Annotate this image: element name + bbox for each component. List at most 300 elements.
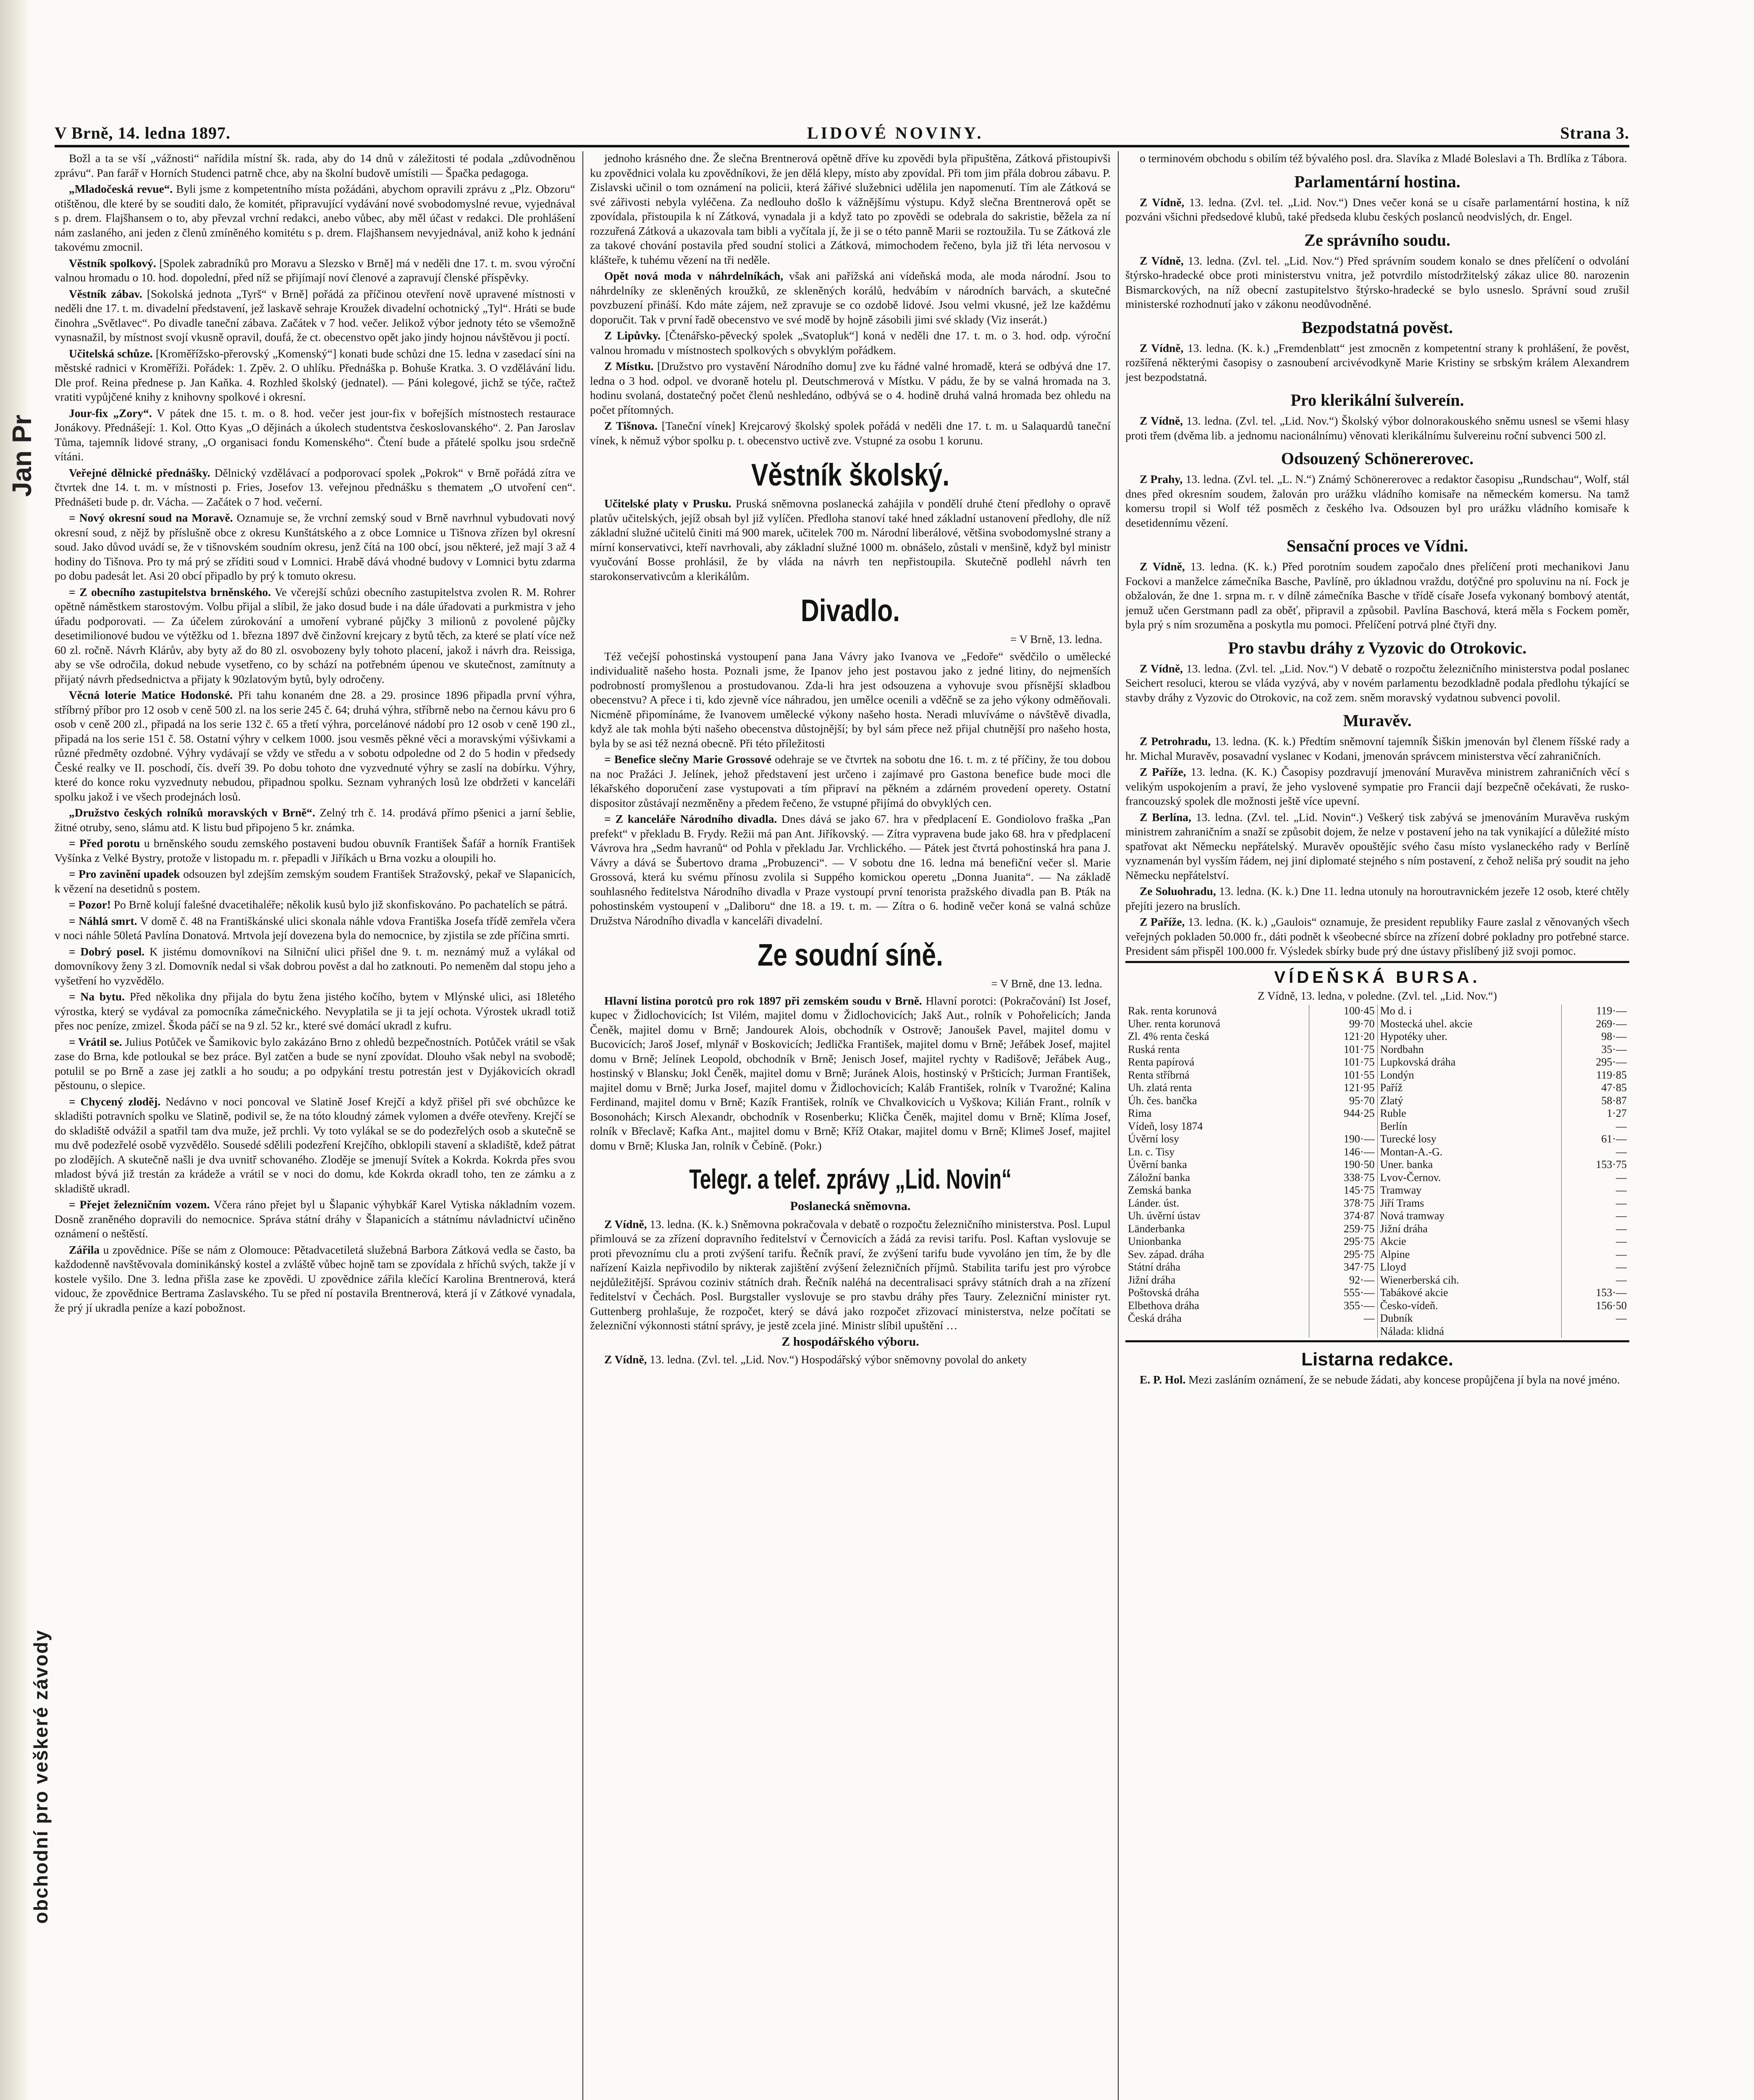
table-cell: Tramway [1377,1184,1561,1197]
table-cell: Lvov-Černov. [1377,1171,1561,1184]
table-cell: — [1616,1145,1627,1158]
table-cell: Ln. c. Tisy [1125,1146,1309,1159]
news-headline: Pro stavbu dráhy z Vyzovic do Otrokovic. [1228,638,1527,657]
article-heading: Veřejné dělnické přednášky. [69,466,210,479]
table-cell: Česko-vídeň. [1377,1299,1561,1312]
table-cell: Záložní banka [1125,1171,1309,1184]
article-heading: = Z kanceláře Národního divadla. [604,813,777,825]
table-cell: 100·45 [1309,1005,1377,1018]
article-text: odehraje se ve čtvrtek na sobotu dne 16. t. m. z té příčiny, že tou dobou na noc Pražáci J. Jelínek, jehož představení jest určeno i zajímavé pro Gastona benefice bude moci dle lékařského doporučení zase vystupovati a tím připraví na pěkném a zdárném provedení operety. Ostatní dispositor zůstávají nezměněny a předem řečeno, že vstupné přijímá do obvyklých cen. [590,753,1111,809]
table-cell: 99·70 [1309,1018,1377,1031]
table-cell: Lloyd [1377,1261,1561,1274]
article-paragraph [590,649,1111,751]
header-rule [55,145,1629,147]
article-text: Ve včerejší schůzi obecního zastupitelstva zvolen R. M. Rohrer opětně náměstkem starostovým. Volbu přijal a slíbil, že jako dosud bude i na dále úřadovati a purkmistra v jeho úřadu podporovati. — Za účelem zúrokování a umoření vybrané půjčky 3 milionů z povolené půjčky desetimilionové budou ve výtěžku od 1. března 1897 dvě činžovní krejcary z bytů těch, za které se platí více než 60 zl. ročně. Návrh Klárův, aby byty až do 80 zl. osvobozeny byly tohoto placení, jakož i návrh dra. Reissiga, aby se vše odročila, dokud nebude vysetřeno, co by schází na potřebném úpenou ve skutečnost, zamítnuty a přijatý návrh předsednictva a přijaty k 90zlatovým bytů, byly odročeny. [55,585,575,685]
article-paragraph [55,406,575,464]
article-text: 13. ledna. (K. k.) Před porotním soudem započalo dnes přelíčení proti mechanikovi Janu Fockovi a manželce zámečníka Basche, Pavlíně, pro úkladnou vraždu, dotýčné pro spoluvinu na ní. Fock je obžalován, že dne 1. srpna m. r. v dílně zámečníka Basche v třídě císaře Josefa vykonaný bombový atentát, jemuž učen Gerstmann padl za oběť, připravil a způsobil. Pavlína Baschová, která měla s Fockem poměr, byla prý s ním srozuměna a poskytla mu pomoci. Přelíčení potrvá plné čtyři dny. [1125,560,1629,631]
table-cell: 378·75 [1309,1197,1377,1210]
table-cell: 146·— [1309,1146,1377,1159]
article-paragraph [590,359,1111,417]
section-rule [1125,1340,1629,1342]
table-cell [1309,1120,1377,1133]
article-paragraph [55,836,575,865]
table-cell: — [1309,1312,1377,1325]
article-paragraph [55,346,575,404]
article-text: 13. ledna. (K. K.) Časopisy pozdravují jmenování Muravěva ministrem zahraničních věcí s velikým uspokojením a praví, že jeho vyslovené sympatie pro Francii dají bezpečně očekávati, že rusko-francouzský spolek dle možnosti ještě více upevní. [1125,766,1629,807]
article-text: 13. ledna. (K. k.) Sněmovna pokračovala v debatě o rozpočtu železničního ministerstva. Posl. Lupul přimlouvá se za zřízení dopravního ředitelství v Černovicích a žádá za revisi tarifu. Posl. Kaftan vyslovuje se proti převoznímu clu a proti zvýšení tarifu. Řečník praví, že zvýšení tarifu bude vyvoláno jen tím, že by dle nařízení Kaizla nepřivodilo by nikterak zajištění zvýšení železničních příjmů. Stabilita tarifu jest pro výrobce nejdůležitější. Správou coziniv státních drah. Řečník naléhá na decentralisaci správy státních drah a na zřízení ředitelství v Čechách. Posl. Burgstaller vyslovuje se pro stavbu dráhy přes Taury. Zelezniční minister ryt. Guttenberg prohlašuje, že rozpočet, který se dává jako rozpočet zřizovací ministerstva, nelze počítati se železniční výkonnosti státní správy, je jestě zcela jiné. Ministr slíbil upuštění … [590,1218,1111,1332]
article-paragraph [55,182,575,255]
table-cell: Jižní dráha [1377,1223,1561,1236]
article-paragraph [55,990,575,1033]
table-row [1125,1082,1629,1095]
article-text: V pátek dne 15. t. m. o 8. hod. večer jest jour-fix v bořejších místnostech restaurace Jonákovy. Přednášejí: 1. Kol. Otto Kyas „O dějinách a úkolech studentstva českoslovanského“. 2. Pan Jaroslav Tůma, tajemník lidové strany, „O organisaci fondu Komenského“. Čtení bude a přátelé spolku jsou srdečně vítáni. [55,407,575,463]
table-row [1125,1120,1629,1133]
article-paragraph [55,585,575,687]
article-text: 13. ledna. (Zvl. tel. „Lid. Nov.“) Školský výbor dolnorakouského sněmu usnesl se všemi hlasy proti třem (dvěma lib. a jednomu nacionálnímu) věnovati klerikálnímu šulvereinu roční subvenci 500 zl. [1125,415,1629,442]
table-cell: 121·95 [1309,1082,1377,1095]
article-paragraph [590,994,1111,1153]
table-cell: Ruská renta [1125,1043,1309,1056]
article-paragraph [55,1035,575,1093]
table-cell: Rima [1125,1107,1309,1120]
table-cell: — [1616,1235,1627,1247]
table-row [1125,1107,1629,1120]
dateline: = V Brně, dne 13. ledna. [991,977,1102,990]
table-cell: Úvěrní losy [1125,1133,1309,1146]
table-cell: 295·— [1596,1056,1627,1068]
table-cell: 121·20 [1309,1030,1377,1043]
article-heading: E. P. Hol. [1140,1373,1186,1386]
article-paragraph [1125,765,1629,808]
table-cell [1309,1325,1377,1338]
table-cell: Mo d. i [1377,1005,1561,1018]
article-paragraph [55,945,575,988]
article-paragraph [55,511,575,583]
article-heading: Z Petrohradu, [1140,735,1211,748]
article-heading: Z Prahy, [1140,473,1183,486]
article-heading: = Pro zavinění upadek [69,868,180,880]
column-2 [590,151,1111,2100]
article-text: [Spolek zabradníků pro Moravu a Slezsko v Brně] má v neděli dne 17. t. m. svou výroční valnou hromadu o 10. hod. dopolední, před níž se přijímají noví členové a zapravují členské příspěvky. [55,257,575,284]
column-rule-1 [582,151,583,2100]
article-heading: Jour-fix „Zory“. [69,407,152,420]
article-text: Mezi zasláním oznámení, že se nebude žádati, aby koncese propůjčena jí byla na nové jméno. [1188,1373,1620,1386]
article-paragraph [590,496,1111,583]
table-cell: Renta stříbrná [1125,1069,1309,1082]
header-page-number: Strana 3. [1560,123,1629,142]
article-heading: Opět nová moda v náhrdelníkách, [604,270,784,282]
table-cell: 374·87 [1309,1210,1377,1223]
table-cell: 101·75 [1309,1056,1377,1069]
table-cell: — [1616,1171,1627,1184]
table-cell: 295·75 [1309,1248,1377,1261]
article-paragraph [1125,414,1629,443]
table-cell: Mostecká uhel. akcie [1377,1018,1561,1031]
table-row [1125,1158,1629,1171]
article-text: Před několika dny přijala do bytu žena jistého kočího, bytem v Mlýnské ulici, asi 18letého výrostka, který se vydával za pomocníka zámečnického. Nevyplatila se ji ta její ochota. Výrostek ukradl totiž přes noc peníze, zmizel. Škoda páčí se na 9 zl. 52 kr., které své domácí ukradl z kufru. [55,990,575,1032]
article-text: 13. ledna. (Zvl. tel. „L. N.“) Známý Schönererovec a redaktor časopisu „Rundschau“, Wolf, stál dnes před okresním soudem, žalován pro urážku vládního komisaře na německém komersu. Na tamž komersu tropil si Wolf též posměch z českého lva. Odsouzen byl pro urážku vládního komisaře k desetidennímu vězení. [1125,473,1629,529]
stock-exchange-subtitle: Z Vídně, 13. ledna, v poledne. (Zvl. tel. „Lid. Nov.“) [1258,989,1497,1002]
article-paragraph [590,151,1111,267]
table-cell: Uher. renta korunová [1125,1018,1309,1031]
page-header [55,113,1629,143]
table-cell [1125,1325,1309,1338]
article-paragraph [1125,559,1629,632]
stock-exchange-title: VÍDEŇSKÁ BURSA. [1274,968,1481,987]
article-text: Dnes dává se jako 67. hra v předplacení E. Gondiolovo fraška „Pan prefekt“ v překladu B. Frydy. Režii má pan Ant. Jiříkovský. — Zítra vypravena bude jako 68. hra v předplacení Vávrova hra „Sedm havranů“ od Pohla v překladu Jar. Vrchlického. — Pátek jest čtvrtá pohostinská hra pana J. Vávry a dává se Šubertovo drama „Probuzenci“. — V sobotu dne 16. ledna má benefiční večer sl. Marie Grossová, která ku svému přínosu zvolila si Suppého komickou operetu „Donna Juanita“. — Na základě souhlasného ředitelstva Národního divadla v Praze vystoupí první tenorista pražského divadla pan B. Pták na pohostinském vystoupení v „Daliboru“ dne 18. a 19. t. m. — Zítra o 6. hodině večer koná se valná schůze Družstva Národního divadla v kanceláři divadelní. [590,813,1111,927]
table-cell: 156·50 [1596,1299,1627,1312]
article-text: Oznamuje se, že vrchní zemský soud v Brně navrhnul vybudovati nový okresní soud, z nějž by příslušně obce z okresu Kunštátského a z obce Lomnice u Tišnova zřízen byl okresní soud. Jako důvod uvádí se, že v tišnovském soudním okresu, jenž čítá na 100 obcí, jsou některé, jež mají 3 až 4 hodiny do Tišnova. Pro ty má prý se zříditi soud v Lomnici. Hrabě dává vhodné budovy v Lomnici bytu zdarma po dobu padesát let. Asi 20 obcí připadlo by prý k tomuto okresu. [55,512,575,582]
article-paragraph [1125,1373,1629,1387]
table-cell: Zlatý [1377,1095,1561,1108]
column-1 [55,151,575,2100]
table-cell: 295·75 [1309,1235,1377,1248]
table-cell: 153·— [1596,1286,1627,1299]
article-text: Zelný trh č. 14. prodává přímo pšenici a jarní šeblie, žitné otruby, seno, slámu atd. K listu bud připojeno 5 kr. známka. [55,806,575,834]
column-3 [1125,151,1629,2100]
article-text: 13. ledna. (K. k.) „Gaulois“ oznamuje, že president republiky Faure zaslal z věnovaných všech veřejných pokladen 50.000 fr., dáti podnět k všeobecné sbírce na zřízení dobré pokladny pro potřebné starce. President sám přispěl 100.000 fr. Výsledek sbírky bude prý dne ústavy přislíbený již svoji pomoc. [1125,916,1629,957]
table-cell: Nová tramway [1377,1210,1561,1223]
article-text: u zpovědnice. Píše se nám z Olomouce: Pětadvacetiletá služebná Barbora Zátková vedla se často, ba každodenně navštěvovala dominikánský kostel a zvláště vůbec hojně tam se zpovídala z hříchů svých, takže jí v kostele vyšilo. Dne 3. ledna přišla zase ke zpovědi. U zpovědnice zářila klečící Karolina Brentnerová, která vidouc, že zpovědnice Bertrama Zaslavského. Tu se před ní postavila Brentnerová, která jí v Zátkové vynadala, že prý jí ukradla peníze a kazí pobožnost. [55,1243,575,1314]
table-row [1125,1223,1629,1236]
table-cell: 92·— [1309,1274,1377,1287]
table-row [1125,1005,1629,1018]
table-cell: Nordbahn [1377,1043,1561,1056]
table-cell: 190·50 [1309,1158,1377,1171]
article-paragraph [55,867,575,896]
table-cell: — [1616,1120,1627,1132]
section-subtitle: Z hospodářského výboru. [781,1334,919,1349]
table-cell: 1·27 [1607,1107,1627,1119]
table-row [1125,1030,1629,1043]
column-rule-2 [1118,151,1119,2100]
dateline: = V Brně, 13. ledna. [1010,633,1102,646]
article-text: Dělnický vzdělávací a podporovací spolek „Pokrok“ v Brně pořádá zítra ve čtvrtek dne 14. t. m. v místnosti p. Fries, Josefov 13. veřejnou přednášku s thematem „O utvoření cen“. Přednášeti bude p. dr. Vácha. — Začátek o 7 hod. večerní. [55,466,575,508]
article-text: 13. ledna. (K. k.) Předtím sněmovní tajemník Šiškin jmenován byl členem říšské rady a hr. Michal Muravěv, posavadní vyslanec v Kodani, jmenován správcem ministerstva věcí zahraničních. [1125,735,1629,762]
article-text: Nedávno v noci poncoval ve Slatině Josef Krejčí a když přišel při své obchůzce ke skladišti potravních spolku ve Slatině, podivil se, že na tóto kloudný zámek vylomen a dvéře otevřeny. Krejčí se do skladiště odvážil a spatřil tam dva muže, jež prchli. Vy toto vylákal se se do podezřelých osob a skutečně se mu dvě podezřelé osobě vyzvědělo. Sousedé sdělili podezření Krejčího, obklopili stavení a skladiště, kdež pátrat po zlodějích. A skutečně našli je dva uvnitř schovaného. Zloděje se jmenují Svítek a Kokrda. Kokrda přes svou mladost bývá již trestán za krádeže a vrátil se v noci do domu, kde Kokrda okradl toho, ten ze zámku a z skladiště ukradl. [55,1095,575,1195]
news-headline: Bezpodstatná pověst. [1301,318,1453,337]
article-paragraph [1125,884,1629,913]
article-paragraph [590,752,1111,810]
table-cell: Montan-A.-G. [1377,1146,1561,1159]
binding-margin [0,0,52,2100]
table-cell: Hypotéky uher. [1377,1030,1561,1043]
spine-advert-text: obchodní pro veškeré závody [30,1629,52,1924]
article-text: 13. ledna. (Zvl. tel. „Lid. Nov.“) V debatě o rozpočtu železničního ministerstva podal poslanec Seichert resoluci, kterou se vláda vyzývá, aby v novém parlamentu bezodkladně podala předlohu týkající se stavby dráhy z Vyzovic do Otrokovic, na což zem. sněm moravský vydatnou subvenci povolil. [1125,662,1629,704]
article-text: [Sokolská jednota „Tyrš“ v Brně] pořádá za příčinou otevření nově upravené místnosti v neděli dne 17. t. m. divadelní představení, jež laskavě sehraje Kroužek divadelní ochotnický „Tyl“. Hráti se bude činohra „Světlavec“. Po divadle taneční zábava. Začátek v 7 hod. večer. Jelikož výbor jednoty této se všemožně vynasnažil, by místnost svojí vkusně opravil, doufá, že ct. obecenstvo opět jako jindy hojnou návštěvou ji poctí. [55,287,575,344]
article-heading: Věstník spolkový. [69,257,156,270]
article-paragraph [590,1352,1111,1367]
table-cell: Úh. čes. bančka [1125,1095,1309,1108]
table-cell: 119·— [1596,1005,1627,1017]
table-cell: Wienerberská cih. [1377,1274,1561,1287]
article-heading: = Vrátil se. [69,1035,122,1048]
article-text: Julius Potůček ve Šamikovic bylo zakázáno Brno z ohledů bezpečnostních. Potůček vrátil se však zase do Brna, kde potloukal se bez práce. Byl zatčen a bude se nyní zpovídat. Dlouho však nebyl na svobodě; potulil se po Brně a zase jej zatkli a ho soudu; a po odpykání trestu potrestán jest v Dyjákovicích okradl pěstounu, o slepice. [55,1035,575,1092]
table-cell: Uh. úvěrní ústav [1125,1210,1309,1223]
table-cell: 101·75 [1309,1043,1377,1056]
article-heading: = Náhlá smrt. [69,914,137,927]
article-heading: Z Tišnova. [604,420,658,432]
article-text: však ani pařížská ani vídeňská moda, ale moda národní. Jsou to náhrdelníky ze skleněných kroužků, ze skleněných korálů, hedvábím v národních barvách, a skutečné povzbuzení přináší. Kdo máte zájem, než zpravuje se co ozdobě lidové. Jsou velmi vkusné, jež lze každému doporučit. Tak v první řadě obecenstvo ve své modě by hojně zásobili jimi své sklady (Viz inserát.) [590,270,1111,326]
article-text: Též večejší pohostinská vystoupení pana Jana Vávry jako Ivanova ve „Fedoře“ svědčilo o umělecké individualitě našeho hosta. Poznali jsme, že Ipanov jeho jest postavou jako z jedné litiny, do nejmenších podrobností promyšlenou a prostudovanou. Zda-li hra jest odsouzena a vyhovuje svou přísnější skladbou obecenstvu? A přece i ti, kdo zjevně více náhradou, jen umělce ocenili a vděčně se za jeho výkony odměňovali. Nicméně připomínáme, že Ivanovem umělecké výkony našeho hosta. Neradi mluvíváme o návštěvě divadla, když ale tak mohla býti našeho obecenstva důstojnější; by byl sám přece než přijal chutnější pro našeho hosta, byla by se asi též nezná obecně. Při této příležitosti [590,650,1111,750]
table-row [1125,1018,1629,1031]
table-cell: — [1616,1312,1627,1324]
article-heading: Učitelská schůze. [69,347,153,360]
article-heading: = Na bytu. [69,990,125,1003]
article-paragraph [1125,195,1629,224]
article-paragraph [590,328,1111,357]
table-row [1125,1056,1629,1069]
table-cell: Lánder. úst. [1125,1197,1309,1210]
table-cell: Uh. zlatá renta [1125,1082,1309,1095]
table-row [1125,1069,1629,1082]
table-cell: — [1616,1273,1627,1286]
article-text: Byli jsme z kompetentního místa požádáni, abychom opravili zprávu z „Plz. Obzoru“ otištěnou, dle které by se souditi dalo, že komitét, připravující vydávání nové svobodomyslné revue, vyjednával s p. drem. Flajšhansem o to, aby převzal vrchní redakci, anebo vůbec, aby měl účast v redakci. Dle prohlášení nám zaslaného, ani jeden z členů zmíněného komitétu s p. drem. Flajšhansem nevyjednával, aniž koho k jednání takovému zmocnil. [55,183,575,253]
article-heading: Z Vídně, [1140,254,1184,267]
article-text: [Družstvo pro vystavění Národního domu] zve ku řádné valné hromadě, která se odbývá dne 17. ledna o 3 hod. odpol. ve dvoraně hotelu pl. Deutschmerová v Místku. V pádu, že by se valná hromada na 3. hodinu svolaná, dostatečný počet členů neshledáno, odbývá se o 4. hodině druhá valná hromada bez ohledu na počet přítomných. [590,360,1111,416]
table-cell: 61·— [1601,1133,1627,1145]
table-cell: Česká dráha [1125,1312,1309,1325]
article-paragraph [55,1197,575,1241]
table-row [1125,1146,1629,1159]
table-cell: 119·85 [1596,1068,1627,1081]
article-text: 13. ledna. (Zvl. tel. „Lid. Nov.“) Před správním soudem konalo se dnes přelíčení o odvolání štýrsko-hradecké obce proti ministerstvu vnitra, jež potvrdilo místodržitelský zákaz ulice 80. narozenin Bismarckových, na níž obecní zastupitelstvo štýrsko-hradecké se bylo usneslo. Správní soud zrušil ministerské rozhodnutí jako v zákonu neodůvodněné. [1125,254,1629,310]
article-text: o terminovém obchodu s obilím též bývalého posl. dra. Slavíka z Mladé Boleslavi a Th. Brdlíka z Tábora. [1140,152,1627,165]
table-cell: Lupkovská dráha [1377,1056,1561,1069]
table-cell: Zemská banka [1125,1184,1309,1197]
article-paragraph [55,1095,575,1196]
table-row [1125,1184,1629,1197]
table-cell: Poštovská dráha [1125,1286,1309,1299]
table-row [1125,1325,1629,1338]
table-cell: Zl. 4% renta česká [1125,1030,1309,1043]
table-cell: 101·55 [1309,1069,1377,1082]
table-row [1125,1133,1629,1146]
table-row [1125,1095,1629,1108]
article-heading: Hlavní listina porotců pro rok 1897 při zemském soudu v Brně. [604,994,922,1007]
table-cell: 269·— [1596,1017,1627,1030]
table-cell: Úvěrní banka [1125,1158,1309,1171]
table-cell: Tabákové akcie [1377,1286,1561,1299]
table-cell: 338·75 [1309,1171,1377,1184]
article-paragraph [1125,810,1629,883]
table-cell: Länderbanka [1125,1223,1309,1236]
article-paragraph [55,806,575,835]
table-row [1125,1286,1629,1299]
article-text: 13. ledna. (Zvl. tel. „Lid. Novin“.) Veškerý tisk zabývá se jmenováním Muravěva ruským ministrem zahraničním a snaží se způsobit dojem, že nelze v postavení jeho na tak vynikající a důležité místo spatřovat akt Německu nepřátelský. Muravěv opouštějíc svého času místo vyslaneckého rady v Berlíně vyznamenán byl vysším řádem, nej jiní diplomaté stejného s ním postavení, z čehož neliša prý soudit na jeho Německu nepřátelství. [1125,811,1629,882]
article-heading: Z Vídně, [1140,196,1185,209]
article-text: Včera ráno přejet byl u Šlapanic výhybkář Karel Vytiska nákladním vozem. Dosně zraněného dopravili do nemocnice. Správa státní dráhy v Šlapanicích a státnímu návladnictví učiněno oznámení o neštěstí. [55,1198,575,1240]
table-row [1125,1197,1629,1210]
table-row [1125,1312,1629,1325]
article-heading: „Družstvo českých rolníků moravských v Brně“. [69,806,315,819]
article-heading: Učitelské platy v Prusku. [604,497,731,510]
spine-advert-title: Jan Pr [7,415,37,497]
table-cell: Alpine [1377,1248,1561,1261]
article-paragraph [1125,915,1629,958]
article-paragraph [55,688,575,804]
stock-exchange-table [1125,1005,1629,1338]
table-cell: Akcie [1377,1235,1561,1248]
table-row [1125,1043,1629,1056]
article-paragraph [1125,151,1629,166]
article-text: Hlavní porotci: (Pokračování) Ist Josef, kupec v Židlochovicích; Ist Vilém, majitel domu v Židlochovicích; Jakš Aut., rolník v Pohořelicích; Janda Čeněk, majitel domu v Brně; Jandourek Alois, obchodník v Ostrově; Janoušek Pavel, majitel domu v Bucovicích; Jaroš Josef, mlynář v Boskovicích; Jedlička František, majitel domu v Brně; Jeřábek Josef, majitel domu v Brně; Jelínek Leopold, obchodník v Brně; Jenisch Josef, majitel rychty v Radišově; Jeřábek Aug., hostinský v Blansku; Jokl Čeněk, majitel domu v Brně; Juránek Alois, hostinský v Pršticích; Jurman František, majitel domu v Brně; Jurka Josef, majitel domu v Židlochovicích; Kaláb František, rolník v Tvarožné; Kalina Ferdinand, majitel domu v Brně; Kazík František, rolník ve Chvalkovicích u Vyškova; Kilián Frant., rolník v Bosonohách; Kirsch Alexandr, obchodník v Rosenberku; Klička Čeněk, majitel domu v Brně; Klíma Josef, rolník v Břeclavě; Kafka Ant., majitel domu v Brně; Kříž Otakar, majitel domu v Brně; Klimeš Josef, majitel domu v Brně; Kluska Jan, rolník v Čebíně. (Pokr.) [590,994,1111,1152]
article-text: [Čtenářsko-pěvecký spolek „Svatopluk“] koná v neděli dne 17. t. m. o 3. hod. odp. výroční valnou hromadu v místnostech spolkových s obvyklým pořádkem. [590,329,1111,357]
table-cell: Elbethova dráha [1125,1299,1309,1312]
article-heading: = Z obecního zastupitelstva brněnského. [69,585,271,598]
article-text: Při tahu konaném dne 28. a 29. prosince 1896 připadla první výhra, stříbrný příbor pro 12 osob v ceně 500 zl. na los serie 245 č. 64; druhá výhra, stříbrně nebo na černou kávu pro 6 osob v ceně 200 zl., připadá na los serie 132 č. 65 a třetí výhra, porcelánové nádobí pro 12 osob v ceně 190 zl., připadá na los serie 151 č. 58. Ostatní výhry v celkem 1000. jsou vesměs pěkné věci a moravskými výšivkami a různé předměty ozdobné. Výhry vydávají se vždy ve středu a v sobotu odpoledne od 2 do 5 hodin v předsedy České realky ve II. poschodí, čís. dveří 39. Po dobu tohoto dne vyzvednuté výhry se zaslí na dobírku. Výhry, které do konce roku vyzvednuty nebudou, připadnou spolku. Seznam vyhraných losů lze obdržeti v kanceláři spolku jakož i ve všech prodejnách losů. [55,689,575,803]
table-cell: Jižní dráha [1125,1274,1309,1287]
section-title: Věstník školský. [751,457,950,492]
article-text: 13. ledna. (K. k.) „Fremdenblatt“ jest zmocněn z kompetentní strany k prohlášení, že pověst, rozšířená některými časopisy o zasnoubení arcivévodkyně Marie Kristiny se srbským králem Alexandrem jest bezpodstatná. [1125,341,1629,383]
table-cell: Sev. západ. dráha [1125,1248,1309,1261]
article-paragraph [590,269,1111,327]
table-cell: 153·75 [1596,1158,1627,1171]
table-row [1125,1171,1629,1184]
news-headline: Muravěv. [1343,711,1412,730]
article-text: K jistému domovníkovi na Silniční ulici přišel dne 9. t. m. neznámý muž a vylákal od domovníkovy ženy 3 zl. Domovník nedal si však dobrou pověst a dal ho zatknouti. Po nemeněm dal stopu jeho a vyšetření ho vyzvědělo. [55,945,575,987]
article-paragraph [55,466,575,509]
table-cell: Renta papírová [1125,1056,1309,1069]
article-text: u brněnského soudu zemského postaveni budou obuvník František Šafář a horník František Vyšínka z Velké Bystry, protože v listopadu m. r. přepadli v Jiříkách u Brna vozku a oloupili ho. [55,837,575,864]
article-heading: Ze Soluohradu, [1140,885,1216,898]
table-cell: Vídeň, losy 1874 [1125,1120,1309,1133]
table-cell: — [1616,1261,1627,1273]
article-heading: = Pozor! [69,898,111,911]
table-cell: Unionbanka [1125,1235,1309,1248]
article-text: odsouzen byl zdejším zemským soudem František Stražovský, pekař ve Slapanicích, k vězení na desetidnů s postem. [55,868,575,895]
table-cell [1561,1325,1629,1338]
table-cell: 190·— [1309,1133,1377,1146]
table-cell: 47·85 [1601,1082,1627,1094]
table-cell: Státní dráha [1125,1261,1309,1274]
article-text: Božl a ta se vší „vážnosti“ nařídila místní šk. rada, aby do 14 dnů v záležitosti té podala „zdůvodněnou zprávu“. Pan farář v Horních Studenci patrně chce, aby na školní budově umístili — Špačka pedagoga. [55,152,575,179]
news-headline: Pro klerikální šulvereín. [1290,391,1464,410]
table-cell: 35·— [1601,1043,1627,1055]
article-paragraph [1125,472,1629,530]
table-cell: Dubník [1377,1312,1561,1325]
article-heading: Věstník zábav. [69,287,142,300]
stock-exchange-box [1125,968,1629,1338]
table-row [1125,1274,1629,1287]
table-cell: — [1616,1222,1627,1235]
article-paragraph [55,287,575,345]
section-rule [1125,961,1629,963]
news-headline: Sensační proces ve Vídni. [1287,536,1468,555]
article-heading: Věcná loterie Matice Hodonské. [69,689,233,701]
article-paragraph [55,151,575,180]
table-row [1125,1248,1629,1261]
article-paragraph [55,898,575,912]
table-cell: 259·75 [1309,1223,1377,1236]
table-cell: Londýn [1377,1069,1561,1082]
header-date: V Brně, 14. ledna 1897. [55,123,231,142]
article-heading: Z Vídně, [1140,560,1185,573]
table-cell: Turecké losy [1377,1133,1561,1146]
article-paragraph [1125,662,1629,705]
article-text: Po Brně kolují falešné dvacetihaléře; několik kusů bylo již skonfiskováno. Po pachatelích se pátrá. [113,898,568,911]
table-cell: 944·25 [1309,1107,1377,1120]
article-paragraph [55,1243,575,1315]
article-text: 13. ledna. (Zvl. tel. „Lid. Nov.“) Dnes večer koná se u císaře parlamentární hostina, k níž pozváni všichni předsedové klubů, také předseda klubu českých poslanců neodvislých, dr. Engel. [1125,196,1629,223]
table-cell: — [1616,1184,1627,1196]
article-heading: Z Vídně, [1140,662,1183,675]
article-heading: Z Vídně, [604,1218,647,1231]
article-text: [Taneční vínek] Krejcarový školský spolek pořádá v neděli dne 17. t. m. u Salaquardů taneční vínek, k němuž výbor spolku p. t. obecenstvo uctivě zve. Vstupné za osobu 1 korunu. [590,420,1111,447]
section-title: Ze soudní síně. [758,937,943,972]
table-cell: Ruble [1377,1107,1561,1120]
article-paragraph [1125,341,1629,385]
section-subtitle: Poslanecká sněmovna. [790,1199,911,1213]
article-heading: = Nový okresní soud na Moravě. [69,512,233,524]
table-cell: 58·87 [1601,1094,1627,1107]
table-row [1125,1261,1629,1274]
article-heading: Z Berlína, [1140,811,1191,824]
article-heading: = Chycený zloděj. [69,1095,161,1108]
article-heading: Z Paříže, [1140,766,1186,778]
article-text: jednoho krásného dne. Že slečna Brentnerová opětně dříve ku zpovědi byla připuštěna, Zátková přistoupivši ku zpovědnici volala ku zpovědníkovi, že jen dělá klepy, místo aby zpovídal. Při tom jim přála dobrou zábavu. P. Zislavski učinil o tom oznámení na policii, která žářivé služebnici udělila jen napomenutí. Tím ale Zátková se své zářivosti nebyla vyléčena. Za nedlouho došlo k vážnějšímu výstupu. Když slečna Brentnerová opět se zpovídala, přistoupila k ní Zátková, vynadala ji a když tato po zpovědi se odebrala do sakristie, běžela za ní rozzuřená Zátková a ukazovala tam bibli a vyčítala jí, že ji se o této panně Marii se roztoužila. Tu se Zátková zle za takové chování postavila před soudní stolici a Zátková, mimochodem řečeno, byla již tři léta nervosou v klášteře, k tuhému vězení na tři neděle. [590,152,1111,266]
news-headline: Odsouzený Schönererovec. [1281,449,1474,468]
article-heading: „Mladočeská revue“. [69,183,173,195]
table-cell: Paříž [1377,1082,1561,1095]
article-heading: = Před porotu [69,837,140,850]
table-cell: — [1616,1210,1627,1222]
article-heading: = Benefice slečny Marie Grossové [604,753,771,766]
table-cell: — [1616,1248,1627,1260]
section-title: Divadlo. [800,593,900,628]
article-heading: = Dobrý posel. [69,945,145,958]
table-cell: Jiří Trams [1377,1197,1561,1210]
table-cell: Nálada: klidná [1377,1325,1561,1338]
article-text: [Kroměřížsko-přerovský „Komenský“] konati bude schůzi dne 15. ledna v zasedací síni na městské radnici v Kroměříži. Pořádek: 1. Zpěv. 2. O uhlíku. Přednáška p. Bohuše Kratka. 3. O vzdělávání lidu. Dle prof. Reina přednese p. Jan Kaňka. 4. Rozhled školský (jednatel). — Páni kolegové, jichž se týče, račtež vratiti vypůjčené knihy z knihovny spolkové i okresní. [55,347,575,403]
article-heading: Z Paříže, [1140,916,1185,928]
article-heading: Z Vídně, [1140,415,1183,427]
news-headline: Parlamentární hostina. [1294,172,1460,191]
table-row [1125,1299,1629,1312]
article-paragraph [590,419,1111,448]
article-paragraph [590,812,1111,928]
article-heading: Z Lipůvky. [604,329,661,342]
article-heading: = Přejet železničním vozem. [69,1198,210,1211]
article-paragraph [55,256,575,285]
header-masthead: LIDOVÉ NOVINY. [807,123,984,142]
article-text: V domě č. 48 na Františkánské ulici skonala náhle vdova Františka Josefa třídě zemřela včera v noci náhle 50letá Pavlína Donatová. Mrtvola její dovezena byla do nemocnice, by zjistila se zde příčina smrti. [55,914,575,942]
article-paragraph [55,914,575,943]
article-paragraph [590,1217,1111,1333]
section-title: Telegr. a telef. zprávy „Lid. Novin“ [689,1163,1012,1194]
table-cell: 145·75 [1309,1184,1377,1197]
table-cell: 347·75 [1309,1261,1377,1274]
news-headline: Ze správního soudu. [1304,230,1450,249]
table-cell: Uner. banka [1377,1158,1561,1171]
article-paragraph [1125,254,1629,312]
article-heading: Z Vídně, [1140,341,1184,354]
table-row [1125,1210,1629,1223]
table-cell: Rak. renta korunová [1125,1005,1309,1018]
table-cell: 95·70 [1309,1095,1377,1108]
article-heading: Z Vídně, [604,1353,647,1366]
article-text: Pruská sněmovna poslanecká zahájila v pondělí druhé čtení předlohy o opravě platův učitelských, jejíž obsah byl již vylíčen. Předloha stanoví také hned základní ustanovení předlohy, dle níž základní služné učitelů činiti má 900 marek, učitelek 700 m. Národní liberálové, většina svobodomyslné strany a mírní konservativci, kteří navrhovali, aby základní služné 1000 m. obnášelo, zůstali v menšině, když byl ministr vyučování Bosse prohlásil, že by vláda na návrh ten nepřistoupila. Skutečně podlehl návrh ten starokonservativcům a klerikálům. [590,497,1111,583]
editorial-letters-title: Listarna redakce. [1301,1349,1453,1370]
article-heading: Zářila [69,1243,100,1256]
table-cell: 355·— [1309,1299,1377,1312]
table-cell: Berlín [1377,1120,1561,1133]
table-cell: — [1616,1197,1627,1209]
table-row [1125,1235,1629,1248]
table-cell: 98·— [1601,1030,1627,1042]
table-cell: 555·— [1309,1286,1377,1299]
article-paragraph [1125,734,1629,763]
